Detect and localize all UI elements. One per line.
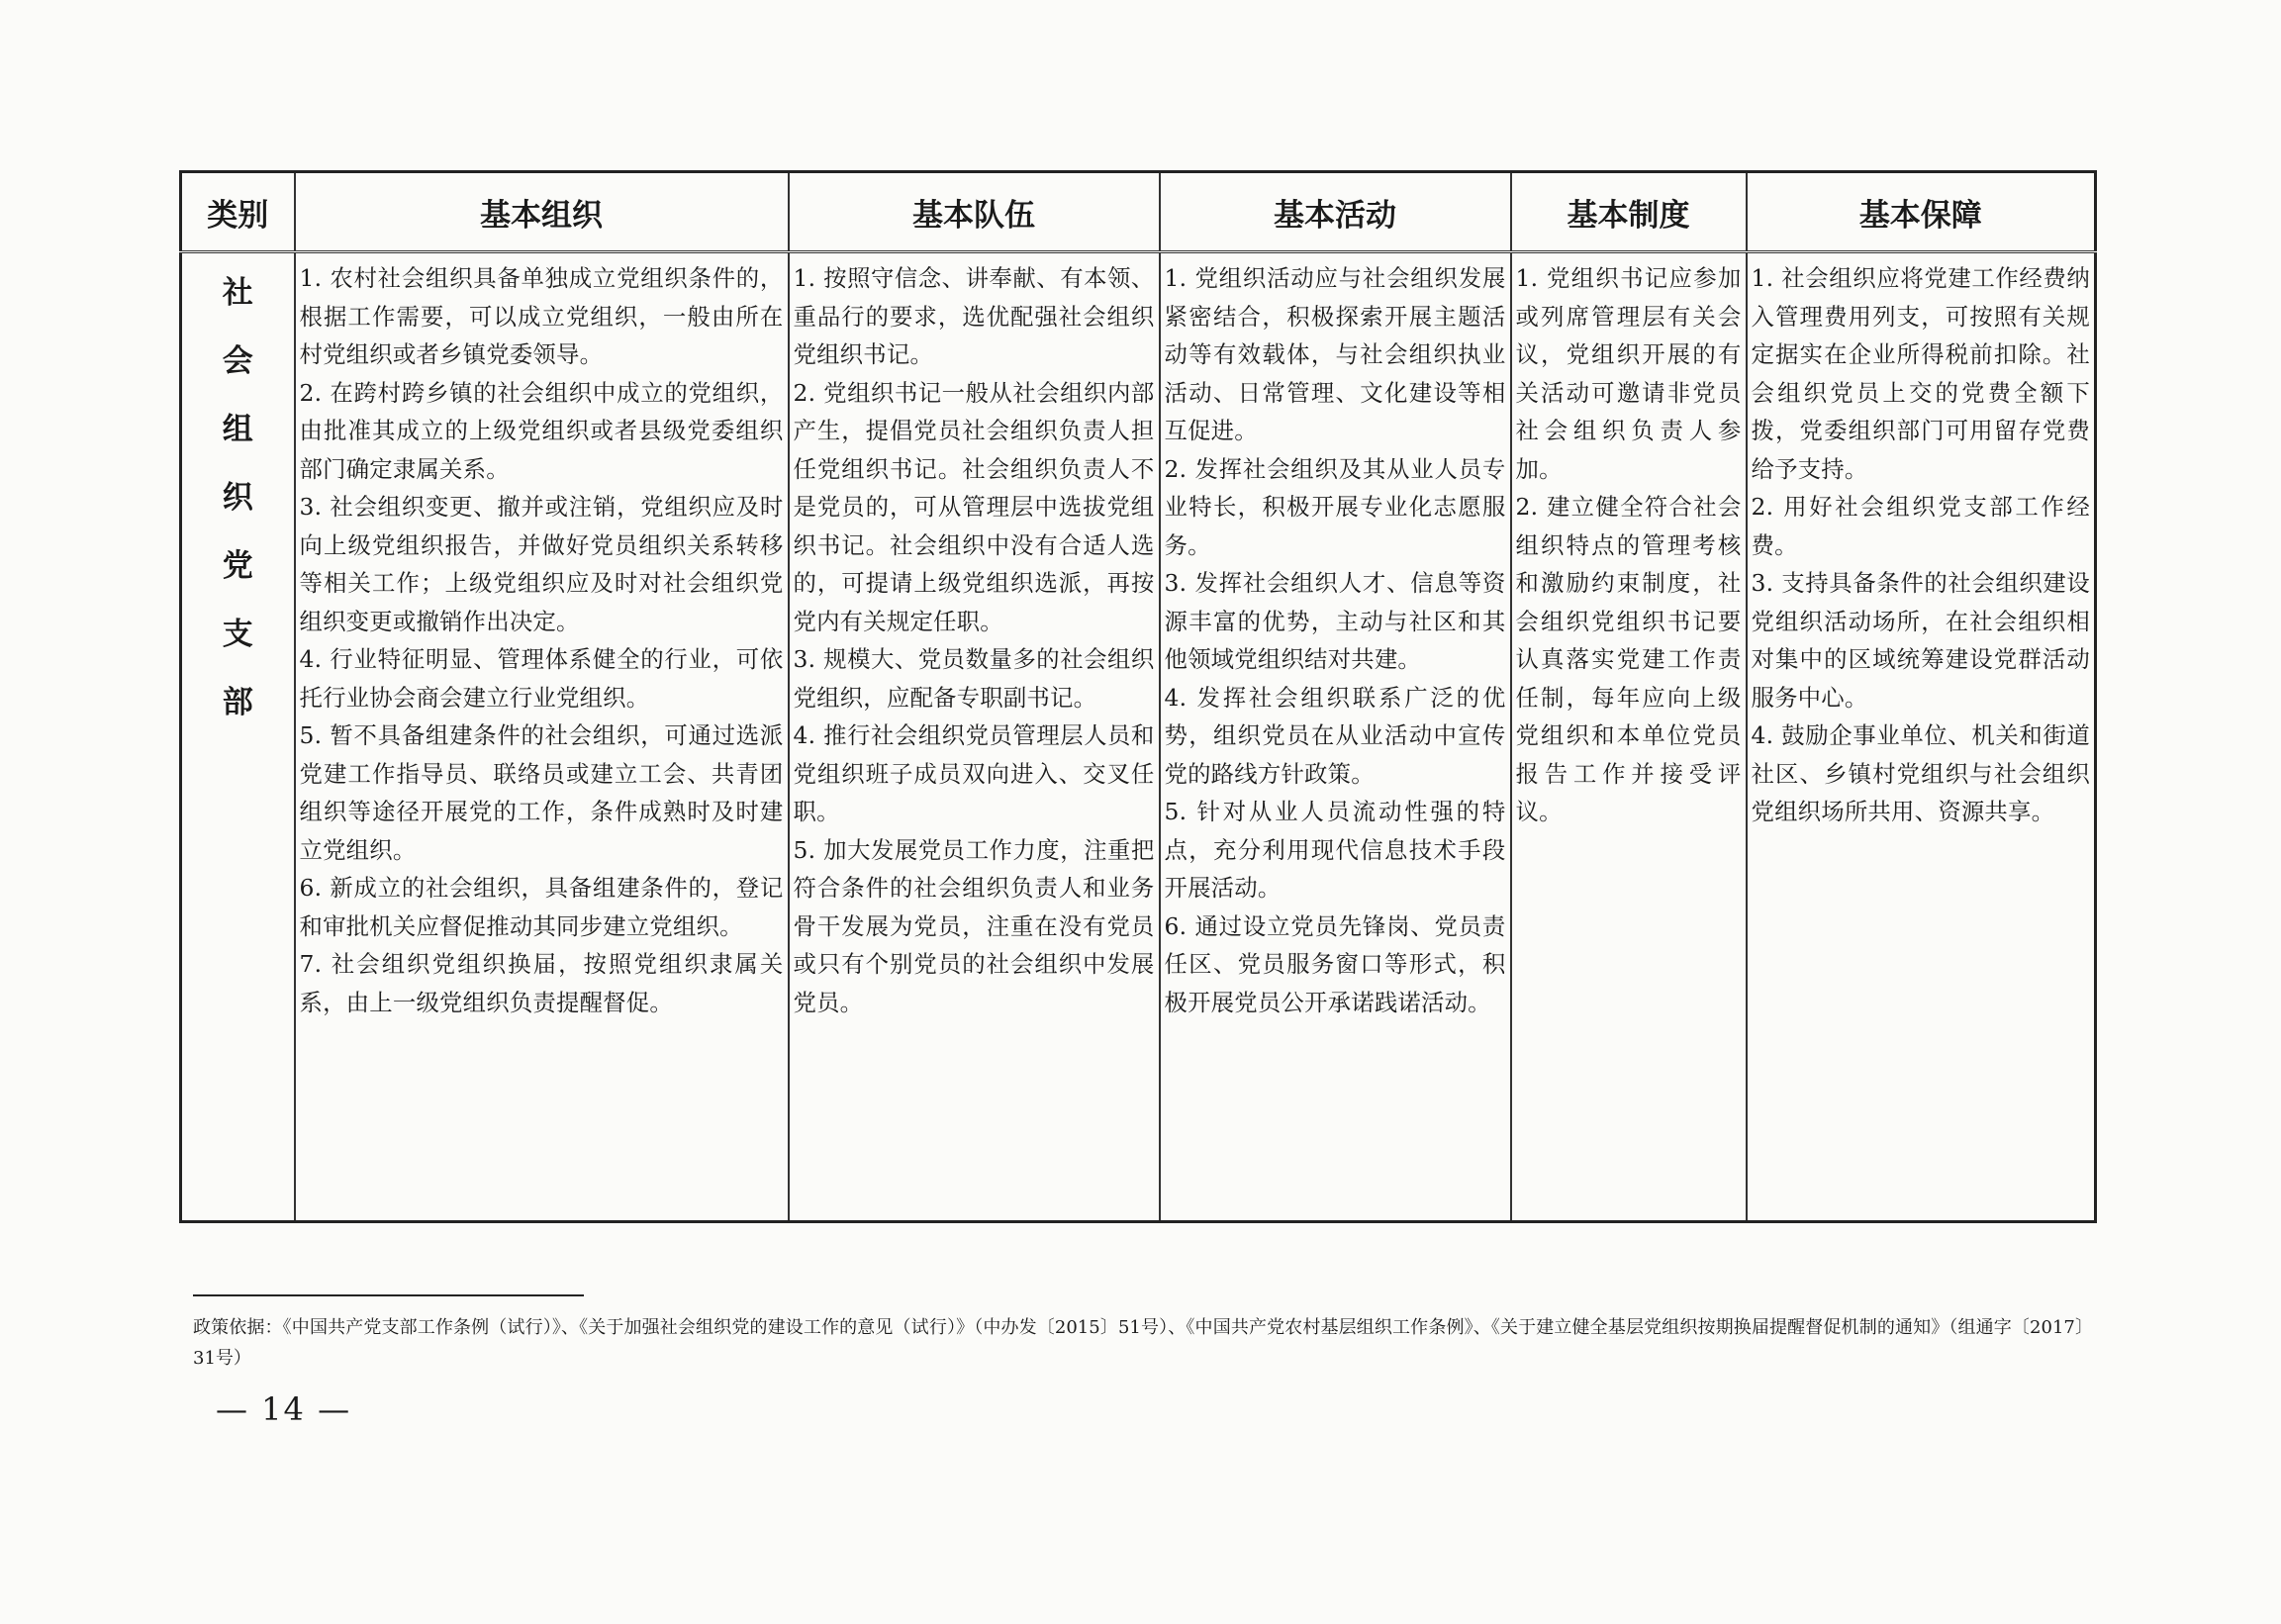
policy-basis-footnote: 政策依据：《中国共产党支部工作条例（试行）》、《关于加强社会组织党的建设工作的意见（试行）》（中办发〔2015〕51号）、《中国共产党农村基层组织工作条例》、《关于建立健全基层党组织按期换届提醒督促机制的通知》（组通字〔2017〕31号） xyxy=(193,1317,2093,1369)
list-item: 7. 社会组织党组织换届，按照党组织隶属关系，由上一级党组织负责提醒督促。 xyxy=(299,950,784,1016)
header-basic-team: 基本队伍 xyxy=(789,172,1160,252)
table-header-row xyxy=(181,172,2096,252)
list-item: 2. 在跨村跨乡镇的社会组织中成立的党组织，由批准其成立的上级党组织或者县级党委组织部门确定隶属关系。 xyxy=(299,378,784,483)
list-item: 1. 党组织活动应与社会组织发展紧密结合，积极探索开展主题活动等有效载体，与社会组织执业活动、日常管理、文化建设等相互促进。 xyxy=(1164,264,1506,444)
list-item: 4. 发挥社会组织联系广泛的优势，组织党员在从业活动中宣传党的路线方针政策。 xyxy=(1164,683,1506,788)
list-item: 6. 通过设立党员先锋岗、党员责任区、党员服务窗口等形式，积极开展党员公开承诺践诺活动。 xyxy=(1164,911,1506,1016)
category-char: 支 xyxy=(222,617,253,652)
category-char: 织 xyxy=(222,480,253,516)
list-item: 5. 针对从业人员流动性强的特点，充分利用现代信息技术手段开展活动。 xyxy=(1164,798,1506,902)
basic-organization-cell xyxy=(295,252,789,1222)
basic-activities-cell xyxy=(1160,252,1511,1222)
header-category: 类别 xyxy=(181,172,295,252)
header-basic-guarantee: 基本保障 xyxy=(1747,172,2096,252)
header-basic-system: 基本制度 xyxy=(1511,172,1747,252)
category-char: 部 xyxy=(222,685,253,720)
list-item: 4. 鼓励企事业单位、机关和街道社区、乡镇村党组织与社会组织党组织场所共用、资源共享。 xyxy=(1751,721,2090,825)
header-basic-organization: 基本组织 xyxy=(295,172,789,252)
basic-team-cell xyxy=(789,252,1160,1222)
list-item: 4. 推行社会组织党员管理层人员和党组织班子成员双向进入、交叉任职。 xyxy=(793,721,1155,825)
list-item: 2. 建立健全符合社会组织特点的管理考核和激励约束制度，社会组织党组织书记要认真落实党建工作责任制，每年应向上级党组织和本单位党员报告工作并接受评议。 xyxy=(1515,493,1742,825)
list-item: 5. 暂不具备组建条件的社会组织，可通过选派党建工作指导员、联络员或建立工会、共青团组织等途径开展党的工作，条件成熟时及时建立党组织。 xyxy=(299,721,784,864)
basic-guarantee-cell xyxy=(1747,252,2096,1222)
list-item: 2. 党组织书记一般从社会组织内部产生，提倡党员社会组织负责人担任党组织书记。社会组织负责人不是党员的，可从管理层中选拔党组织书记。社会组织中没有合适人选的，可提请上级党组织选派，再按党内有关规定任职。 xyxy=(793,378,1155,635)
table-row xyxy=(181,252,2096,1222)
list-item: 6. 新成立的社会组织，具备组建条件的，登记和审批机关应督促推动其同步建立党组织。 xyxy=(299,874,784,940)
basic-system-cell xyxy=(1511,252,1747,1222)
list-item: 1. 按照守信念、讲奉献、有本领、重品行的要求，选优配强社会组织党组织书记。 xyxy=(793,264,1155,368)
list-item: 1. 社会组织应将党建工作经费纳入管理费用列支，可按照有关规定据实在企业所得税前扣除。社会组织党员上交的党费全额下拨，党委组织部门可用留存党费给予支持。 xyxy=(1751,264,2090,483)
list-item: 2. 用好社会组织党支部工作经费。 xyxy=(1751,493,2090,559)
list-item: 1. 党组织书记应参加或列席管理层有关会议，党组织开展的有关活动可邀请非党员社会组织负责人参加。 xyxy=(1515,264,1742,483)
list-item: 1. 农村社会组织具备单独成立党组织条件的，根据工作需要，可以成立党组织，一般由所在村党组织或者乡镇党委领导。 xyxy=(299,264,784,368)
list-item: 3. 社会组织变更、撤并或注销，党组织应及时向上级党组织报告，并做好党员组织关系转移等相关工作；上级党组织应及时对社会组织党组织变更或撤销作出决定。 xyxy=(299,493,784,635)
list-item: 3. 发挥社会组织人才、信息等资源丰富的优势，主动与社区和其他领域党组织结对共建。 xyxy=(1164,569,1506,673)
category-cell xyxy=(181,252,295,1222)
footnote-divider xyxy=(193,1294,584,1296)
party-building-table xyxy=(179,170,2097,1223)
list-item: 4. 行业特征明显、管理体系健全的行业，可依托行业协会商会建立行业党组织。 xyxy=(299,645,784,712)
page-number: — 14 — xyxy=(216,1390,352,1428)
list-item: 2. 发挥社会组织及其从业人员专业特长，积极开展专业化志愿服务。 xyxy=(1164,454,1506,559)
header-basic-activities: 基本活动 xyxy=(1160,172,1511,252)
list-item: 3. 支持具备条件的社会组织建设党组织活动场所，在社会组织相对集中的区域统筹建设党群活动服务中心。 xyxy=(1751,569,2090,712)
category-char: 组 xyxy=(222,412,253,447)
category-char: 党 xyxy=(222,548,253,584)
category-char: 社 xyxy=(222,275,253,311)
list-item: 5. 加大发展党员工作力度，注重把符合条件的社会组织负责人和业务骨干发展为党员，注重在没有党员或只有个别党员的社会组织中发展党员。 xyxy=(793,835,1155,1016)
category-char: 会 xyxy=(222,343,253,379)
list-item: 3. 规模大、党员数量多的社会组织党组织，应配备专职副书记。 xyxy=(793,645,1155,712)
